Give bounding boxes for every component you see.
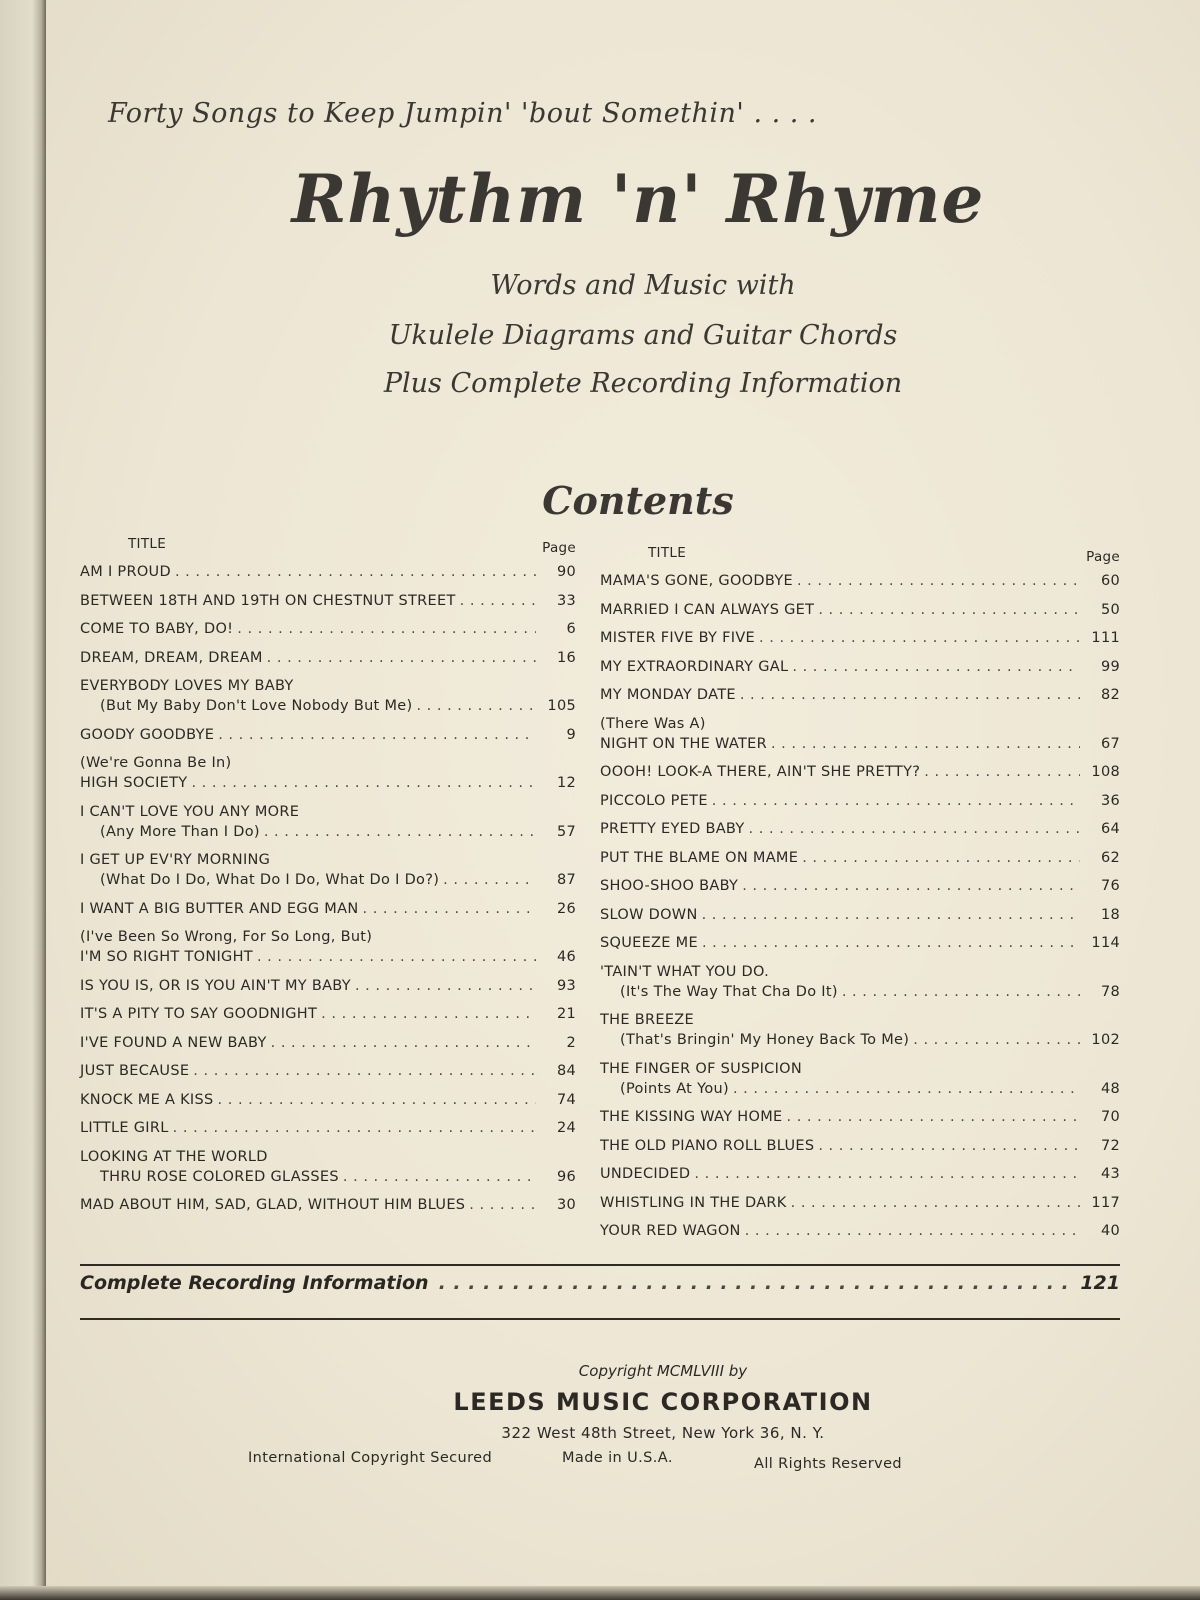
page-number: 70 (1100, 1109, 1120, 1125)
tagline: Forty Songs to Keep Jumpin' 'bout Somethin' . . . . (108, 98, 818, 129)
copyright-line: Copyright MCMLVIII by (578, 1362, 748, 1380)
song-title: LOOKING AT THE WORLD (80, 1148, 268, 1165)
leader-dots (759, 628, 1080, 648)
toc-entry-line (80, 1090, 576, 1110)
toc-entry (600, 571, 1120, 591)
toc-entry (80, 1061, 576, 1081)
song-title: I WANT A BIG BUTTER AND EGG MAN (80, 900, 359, 917)
toc-entry-line (600, 600, 1120, 620)
song-title: COME TO BABY, DO! (80, 621, 234, 637)
toc-entry (600, 905, 1120, 925)
toc-entry (600, 1221, 1120, 1241)
song-title: HIGH SOCIETY (80, 775, 188, 791)
toc-entry (600, 962, 1120, 1002)
toc-entry (80, 725, 576, 745)
toc-entry-preline (600, 1010, 1120, 1030)
toc-entry (600, 1010, 1120, 1050)
song-title: I CAN'T LOVE YOU ANY MORE (80, 803, 300, 820)
song-title: (There Was A) (600, 715, 706, 732)
toc-entry (600, 848, 1120, 868)
toc-entry-line (600, 628, 1120, 648)
toc-entry (600, 657, 1120, 677)
song-title: PUT THE BLAME ON MAME (600, 849, 799, 866)
contents-right-column (600, 545, 1120, 1250)
toc-entry-line (80, 562, 576, 582)
toc-entry (80, 1004, 576, 1024)
leader-dots (271, 1033, 536, 1053)
toc-entry (80, 676, 576, 716)
leader-dots (797, 571, 1080, 591)
toc-entry-line (80, 773, 576, 793)
leader-dots (712, 791, 1080, 811)
leader-dots (913, 1030, 1080, 1050)
leader-dots (175, 562, 536, 582)
toc-entry (600, 819, 1120, 839)
song-title: WHISTLING IN THE DARK (600, 1194, 787, 1211)
song-title: MISTER FIVE BY FIVE (600, 630, 756, 646)
leader-dots (818, 1136, 1080, 1156)
song-title: EVERYBODY LOVES MY BABY (80, 678, 294, 694)
toc-entry-line (600, 1079, 1120, 1099)
rights-reserved: All Rights Reserved (754, 1456, 903, 1472)
page-number: 50 (1100, 601, 1120, 618)
toc-entry-line (600, 819, 1120, 839)
leader-dots (193, 1061, 536, 1081)
toc-entry-preline (80, 802, 576, 822)
song-title: (We're Gonna Be In) (80, 755, 232, 771)
toc-entry-line (80, 1061, 576, 1081)
toc-entry-line (600, 1136, 1120, 1156)
page-number: 62 (1100, 849, 1120, 866)
page-number: 24 (556, 1120, 576, 1136)
leader-dots (191, 773, 536, 793)
page-number: 60 (1100, 573, 1120, 589)
toc-entry-line (80, 976, 576, 996)
toc-entry-line (600, 1030, 1120, 1050)
song-title: THE FINGER OF SUSPICION (600, 1060, 803, 1077)
recording-info-entry (80, 1272, 1120, 1294)
song-title: YOUR RED WAGON (600, 1223, 741, 1239)
leader-dots (355, 976, 536, 996)
toc-entry-line (80, 725, 576, 745)
page-number: 30 (556, 1197, 576, 1213)
toc-entry-line (600, 657, 1120, 677)
song-title: (I've Been So Wrong, For So Long, But) (80, 929, 373, 945)
toc-entry-line (80, 1167, 576, 1187)
book-title: Rhythm 'n' Rhyme (291, 160, 985, 238)
page-number: 102 (1091, 1032, 1120, 1048)
page-number: 105 (547, 698, 576, 714)
toc-entry-line (80, 1195, 576, 1215)
song-title: THE OLD PIANO ROLL BLUES (600, 1137, 815, 1154)
song-title: (That's Bringin' My Honey Back To Me) (620, 1032, 910, 1048)
leader-dots (362, 899, 536, 919)
leader-dots (257, 947, 536, 967)
leader-dots (733, 1079, 1080, 1099)
page-bottom-edge (0, 1586, 1200, 1600)
left-entry-list (80, 562, 576, 1215)
song-title: (It's The Way That Cha Do It) (620, 983, 838, 1000)
song-title: I'VE FOUND A NEW BABY (80, 1034, 267, 1051)
page-number: 57 (556, 823, 576, 840)
song-title: I'M SO RIGHT TONIGHT (80, 949, 253, 965)
column-header (600, 545, 1120, 571)
song-title: (What Do I Do, What Do I Do, What Do I Do?) (100, 872, 440, 888)
toc-entry (80, 1118, 576, 1138)
toc-entry (80, 1195, 576, 1215)
toc-entry (80, 802, 576, 842)
toc-entry-line (80, 899, 576, 919)
toc-entry-line (600, 685, 1120, 705)
page-number: 99 (1100, 658, 1120, 675)
leader-dots (439, 1272, 1070, 1294)
leader-dots (237, 619, 536, 639)
song-title: SHOO-SHOO BABY (600, 878, 739, 894)
leader-dots (416, 696, 536, 716)
toc-entry (600, 791, 1120, 811)
toc-entry-line (600, 762, 1120, 782)
page-number: 12 (556, 775, 576, 791)
page-number: 43 (1100, 1166, 1120, 1182)
leader-dots (924, 762, 1080, 782)
toc-entry (600, 714, 1120, 754)
toc-entry-line (600, 933, 1120, 953)
song-title: MAD ABOUT HIM, SAD, GLAD, WITHOUT HIM BLUES (80, 1197, 466, 1213)
toc-entry-line (80, 591, 576, 611)
toc-entry (600, 600, 1120, 620)
toc-entry-line (80, 1033, 576, 1053)
page-number: 108 (1091, 764, 1120, 780)
toc-entry-line (80, 1118, 576, 1138)
leader-dots (702, 933, 1080, 953)
toc-entry (80, 850, 576, 890)
page-number: 48 (1100, 1080, 1120, 1097)
page-number: 46 (556, 949, 576, 965)
toc-entry (80, 927, 576, 967)
international-copyright: International Copyright Secured (248, 1450, 493, 1466)
page-number: 67 (1100, 735, 1120, 752)
song-title: THRU ROSE COLORED GLASSES (100, 1168, 339, 1185)
song-title: IS YOU IS, OR IS YOU AIN'T MY BABY (80, 977, 351, 994)
song-title: IT'S A PITY TO SAY GOODNIGHT (80, 1006, 318, 1022)
page-number: 84 (556, 1063, 576, 1079)
leader-dots (740, 685, 1080, 705)
toc-entry (80, 648, 576, 668)
title-column-label: TITLE (648, 545, 687, 561)
toc-entry (80, 753, 576, 793)
toc-entry-preline (600, 1059, 1120, 1079)
toc-entry-line (600, 876, 1120, 896)
song-title: (Any More Than I Do) (100, 823, 260, 840)
toc-entry-line (80, 1004, 576, 1024)
leader-dots (842, 982, 1080, 1002)
toc-entry (600, 876, 1120, 896)
song-title: MY MONDAY DATE (600, 687, 736, 703)
page-number: 9 (566, 726, 576, 743)
toc-entry (80, 1090, 576, 1110)
toc-entry (600, 685, 1120, 705)
song-title: THE KISSING WAY HOME (600, 1109, 783, 1125)
toc-entry-preline (600, 714, 1120, 734)
toc-entry (80, 1147, 576, 1187)
toc-entry-line (600, 905, 1120, 925)
song-title: NIGHT ON THE WATER (600, 735, 767, 752)
page-number: 96 (556, 1168, 576, 1185)
toc-entry-preline (80, 850, 576, 870)
publisher-address: 322 West 48th Street, New York 36, N. Y. (501, 1424, 825, 1442)
toc-entry (600, 1164, 1120, 1184)
toc-entry (600, 1136, 1120, 1156)
song-title: BETWEEN 18TH AND 19TH ON CHESTNUT STREET (80, 592, 456, 609)
leader-dots (791, 1193, 1080, 1213)
leader-dots (802, 848, 1080, 868)
page-number: 16 (556, 649, 576, 666)
song-title: MAMA'S GONE, GOODBYE (600, 573, 793, 589)
toc-entry-line (600, 1107, 1120, 1127)
leader-dots (469, 1195, 536, 1215)
page-number: 82 (1100, 687, 1120, 703)
leader-dots (443, 870, 536, 890)
song-title: OOOH! LOOK-A THERE, AIN'T SHE PRETTY? (600, 764, 921, 780)
book-binding (0, 0, 46, 1600)
made-in: Made in U.S.A. (562, 1450, 673, 1466)
toc-entry-preline (80, 1147, 576, 1167)
page-number: 6 (566, 621, 576, 637)
toc-entry-preline (600, 962, 1120, 982)
right-entry-list (600, 571, 1120, 1241)
leader-dots (745, 1221, 1080, 1241)
song-title: PICCOLO PETE (600, 792, 708, 809)
page-number: 21 (556, 1006, 576, 1022)
toc-entry-line (80, 619, 576, 639)
toc-entry-line (80, 870, 576, 890)
leader-dots (749, 819, 1080, 839)
leader-dots (792, 657, 1080, 677)
toc-entry (80, 976, 576, 996)
subtitle-line-1: Words and Music with (490, 270, 796, 301)
divider-top (80, 1264, 1120, 1266)
toc-entry-line (600, 571, 1120, 591)
page-number: 33 (556, 592, 576, 609)
toc-entry (80, 591, 576, 611)
page-number: 111 (1091, 630, 1120, 646)
toc-entry-preline (80, 927, 576, 947)
recording-info-page: 121 (1080, 1272, 1120, 1294)
page-number: 64 (1100, 821, 1120, 837)
toc-entry-line (600, 1221, 1120, 1241)
leader-dots (321, 1004, 536, 1024)
page-number: 87 (556, 872, 576, 888)
song-title: MY EXTRAORDINARY GAL (600, 658, 789, 675)
leader-dots (218, 725, 536, 745)
page-number: 40 (1100, 1223, 1120, 1239)
leader-dots (173, 1118, 536, 1138)
toc-entry-line (80, 696, 576, 716)
page-number: 76 (1100, 878, 1120, 894)
leader-dots (702, 905, 1080, 925)
song-title: SQUEEZE ME (600, 935, 698, 951)
toc-entry-line (80, 648, 576, 668)
publisher-name: LEEDS MUSIC CORPORATION (453, 1388, 873, 1416)
toc-entry (80, 562, 576, 582)
column-header (80, 536, 576, 562)
song-title: (But My Baby Don't Love Nobody But Me) (100, 698, 413, 714)
toc-entry-preline (80, 676, 576, 696)
toc-entry-line (600, 1164, 1120, 1184)
song-title: I GET UP EV'RY MORNING (80, 852, 271, 868)
toc-entry (80, 899, 576, 919)
page-number: 117 (1091, 1194, 1120, 1211)
leader-dots (218, 1090, 536, 1110)
recording-info-label: Complete Recording Information (80, 1272, 429, 1294)
toc-entry-preline (80, 753, 576, 773)
song-title: PRETTY EYED BABY (600, 821, 745, 837)
song-title: JUST BECAUSE (80, 1063, 190, 1079)
leader-dots (787, 1107, 1081, 1127)
page-number: 18 (1100, 906, 1120, 923)
page-number: 36 (1100, 792, 1120, 809)
page-number: 2 (566, 1034, 576, 1051)
song-title: GOODY GOODBYE (80, 726, 215, 743)
song-title: SLOW DOWN (600, 906, 698, 923)
song-title: MARRIED I CAN ALWAYS GET (600, 601, 815, 618)
leader-dots (818, 600, 1080, 620)
song-title: THE BREEZE (600, 1012, 694, 1028)
page-number: 72 (1100, 1137, 1120, 1154)
page-number: 114 (1091, 935, 1120, 951)
leader-dots (694, 1164, 1080, 1184)
contents-left-column (80, 536, 576, 1224)
toc-entry-line (600, 734, 1120, 754)
page-column-label: Page (1086, 549, 1120, 565)
page-number: 26 (556, 900, 576, 917)
contents-heading: Contents (542, 478, 734, 523)
toc-entry (600, 1059, 1120, 1099)
toc-entry (80, 619, 576, 639)
toc-entry (600, 628, 1120, 648)
page-number: 78 (1100, 983, 1120, 1000)
book-page (46, 0, 1200, 1586)
page-number: 93 (556, 977, 576, 994)
toc-entry-line (600, 848, 1120, 868)
subtitle-line-2: Ukulele Diagrams and Guitar Chords (388, 320, 898, 351)
leader-dots (460, 591, 536, 611)
page-number: 74 (556, 1091, 576, 1108)
page-number: 90 (556, 564, 576, 580)
leader-dots (267, 648, 536, 668)
leader-dots (771, 734, 1080, 754)
leader-dots (343, 1167, 536, 1187)
toc-entry (80, 1033, 576, 1053)
toc-entry (600, 762, 1120, 782)
page-column-label: Page (542, 540, 576, 556)
toc-entry-line (600, 791, 1120, 811)
toc-entry (600, 933, 1120, 953)
toc-entry-line (600, 1193, 1120, 1213)
toc-entry (600, 1107, 1120, 1127)
song-title: 'TAIN'T WHAT YOU DO. (600, 963, 770, 980)
song-title: (Points At You) (620, 1080, 729, 1097)
toc-entry-line (80, 947, 576, 967)
song-title: AM I PROUD (80, 564, 171, 580)
subtitle-line-3: Plus Complete Recording Information (383, 368, 903, 399)
leader-dots (742, 876, 1080, 896)
song-title: LITTLE GIRL (80, 1120, 169, 1136)
toc-entry-line (80, 822, 576, 842)
song-title: UNDECIDED (600, 1166, 691, 1182)
toc-entry-line (600, 982, 1120, 1002)
toc-entry (600, 1193, 1120, 1213)
leader-dots (264, 822, 536, 842)
divider-bottom (80, 1318, 1120, 1320)
title-column-label: TITLE (128, 536, 167, 552)
song-title: KNOCK ME A KISS (80, 1091, 214, 1108)
song-title: DREAM, DREAM, DREAM (80, 649, 263, 666)
